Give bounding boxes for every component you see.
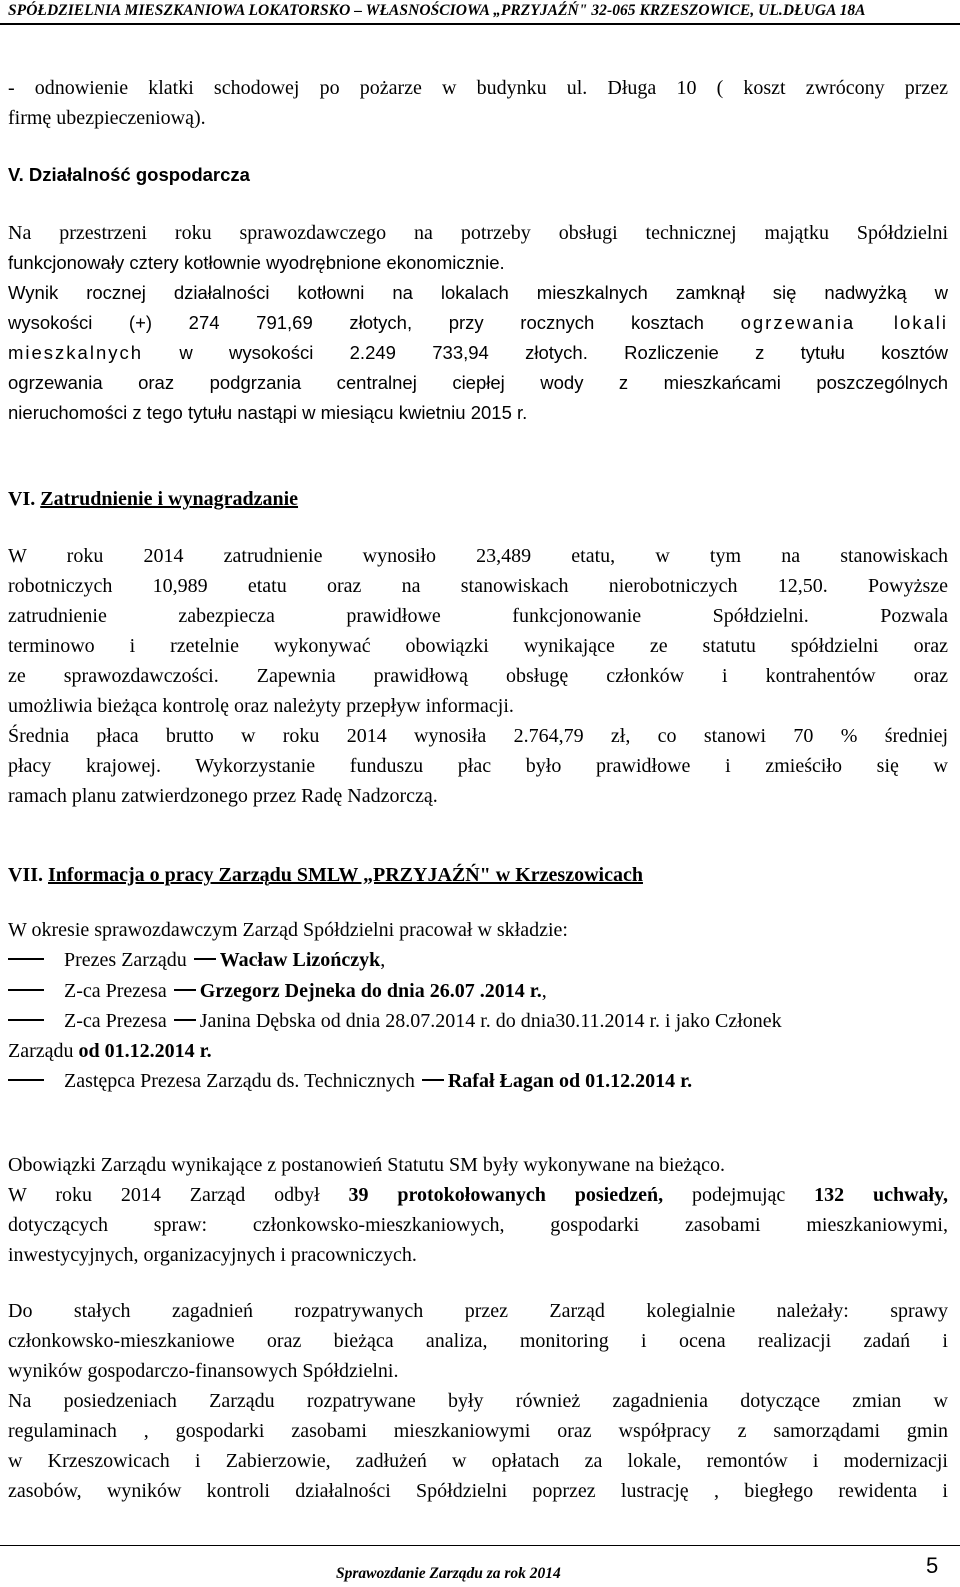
page-number: 5 bbox=[926, 1553, 939, 1578]
board-member-item: Z-ca Prezesa Janina Dębska od dnia 28.07.2014 r. do dnia30.11.2014 r. i jako Członek bbox=[8, 1006, 782, 1036]
text-line: wyników gospodarczo-finansowych Spółdzielni. bbox=[8, 1360, 399, 1382]
board-member-item: Prezes Zarządu Wacław Lizończyk, bbox=[8, 945, 385, 975]
text-line: inwestycyjnych, organizacyjnych i pracowniczych. bbox=[8, 1244, 417, 1266]
section-vii-intro: W okresie sprawozdawczym Zarząd Spółdzielni pracował w składzie: bbox=[8, 919, 568, 941]
header-text: SPÓŁDZIELNIA MIESZKANIOWA LOKATORSKO – WŁASNOŚCIOWA „PRZYJAŹŃ" 32-065 KRZESZOWICE, UL.DŁUGA 18A bbox=[8, 2, 866, 19]
text-line: nieruchomości z tego tytułu nastąpi w miesiącu kwietniu 2015 r. bbox=[8, 402, 528, 423]
text-line: - odnowienie klatki schodowej po pożarze w budynku ul. Długa 10 ( koszt zwrócony przez bbox=[8, 77, 948, 99]
section-v-paragraph-1 bbox=[8, 218, 948, 278]
dash-bullet bbox=[8, 1079, 44, 1081]
text-line: Na posiedzeniach Zarządu rozpatrywane były również zagadnienia dotyczące zmian w bbox=[8, 1390, 948, 1412]
text-line: ogrzewania oraz podgrzania centralnej ciepłej wody z mieszkańcami poszczególnych bbox=[8, 372, 948, 393]
text-line: dotyczących spraw: członkowsko-mieszkaniowych, gospodarki zasobami mieszkaniowymi, bbox=[8, 1214, 948, 1236]
text-line: firmę ubezpieczeniową). bbox=[8, 107, 206, 129]
section-vii-paragraph-1: Obowiązki Zarządu wynikające z postanowień Statutu SM były wykonywane na bieżąco. bbox=[8, 1154, 726, 1176]
section-vii-paragraph-2 bbox=[8, 1180, 948, 1270]
page-header bbox=[0, 0, 960, 25]
text-line: W roku 2014 Zarząd odbył 39 protokołowanych posiedzeń, podejmując 132 uchwały, bbox=[8, 1184, 948, 1206]
dash-bullet bbox=[422, 1079, 444, 1081]
text-line: zasobów, wyników kontroli działalności Spółdzielni poprzez lustrację , biegłego rewidenta i bbox=[8, 1480, 948, 1502]
text-line: umożliwia bieżąca kontrolę oraz należyty przepływ informacji. bbox=[8, 695, 514, 717]
section-vii-paragraph-3 bbox=[8, 1296, 948, 1386]
text-line: Na przestrzeni roku sprawozdawczego na potrzeby obsługi technicznej majątku Spółdzielni bbox=[8, 222, 948, 244]
text-line: robotniczych 10,989 etatu oraz na stanowiskach nierobotniczych 12,50. Powyższe bbox=[8, 575, 948, 597]
section-v-heading: V. Działalność gospodarcza bbox=[8, 164, 250, 185]
section-vii-paragraph-4 bbox=[8, 1386, 948, 1506]
text-line: Do stałych zagadnień rozpatrywanych przez Zarząd kolegialnie należały: sprawy bbox=[8, 1300, 948, 1322]
board-member-item-continued: Zarządu od 01.12.2014 r. bbox=[8, 1040, 212, 1062]
text-line: Wynik rocznej działalności kotłowni na lokalach mieszkalnych zamknął się nadwyżką w bbox=[8, 282, 948, 303]
section-vi-heading: VI. Zatrudnienie i wynagradzanie bbox=[8, 488, 299, 510]
dash-bullet bbox=[8, 989, 44, 991]
section-v-paragraph-2 bbox=[8, 278, 948, 428]
text-line: funkcjonowały cztery kotłownie wyodrębnione ekonomicznie. bbox=[8, 252, 505, 273]
text-line: mieszkalnych w wysokości 2.249 733,94 złotych. Rozliczenie z tytułu kosztów bbox=[8, 342, 948, 363]
text-line: w Krzeszowicach i Zabierzowie, zadłużeń w opłatach za lokale, remontów i modernizacji bbox=[8, 1450, 948, 1472]
dash-bullet bbox=[8, 1019, 44, 1021]
text-line: Średnia płaca brutto w roku 2014 wynosiła 2.764,79 zł, co stanowi 70 % średniej bbox=[8, 725, 948, 747]
page-footer bbox=[0, 1545, 960, 1587]
intro-paragraph bbox=[8, 73, 948, 133]
text-line: wysokości (+) 274 791,69 złotych, przy rocznych kosztach ogrzewania lokali bbox=[8, 312, 948, 333]
text-line: terminowo i rzetelnie wykonywać obowiązki wynikające ze statutu spółdzielni oraz bbox=[8, 635, 948, 657]
dash-bullet bbox=[8, 958, 44, 960]
text-line: ramach planu zatwierdzonego przez Radę Nadzorczą. bbox=[8, 785, 438, 807]
board-member-item: Zastępca Prezesa Zarządu ds. Technicznych Rafał Łagan od 01.12.2014 r. bbox=[8, 1066, 692, 1096]
dash-bullet bbox=[174, 1019, 196, 1021]
dash-bullet bbox=[174, 989, 196, 991]
text-line: regulaminach , gospodarki zasobami mieszkaniowymi oraz współpracy z samorządami gmin bbox=[8, 1420, 948, 1442]
board-member-item: Z-ca Prezesa Grzegorz Dejneka do dnia 26.07 .2014 r., bbox=[8, 976, 547, 1006]
text-line: członkowsko-mieszkaniowe oraz bieżąca analiza, monitoring i ocena realizacji zadań i bbox=[8, 1330, 948, 1352]
text-line: ze sprawozdawczości. Zapewnia prawidłową obsługę członków i kontrahentów oraz bbox=[8, 665, 948, 687]
text-line: zatrudnienie zabezpiecza prawidłowe funkcjonowanie Spółdzielni. Pozwala bbox=[8, 605, 948, 627]
footer-rule bbox=[0, 1545, 960, 1546]
dash-bullet bbox=[194, 958, 216, 960]
text-line: płacy krajowej. Wykorzystanie funduszu płac było prawidłowe i zmieściło się w bbox=[8, 755, 948, 777]
section-vii-heading: VII. Informacja o pracy Zarządu SMLW „PRZYJAŹŃ" w Krzeszowicach bbox=[8, 864, 643, 886]
header-rule bbox=[0, 23, 960, 25]
text-line: W roku 2014 zatrudnienie wynosiło 23,489 etatu, w tym na stanowiskach bbox=[8, 545, 948, 567]
section-vi-paragraph bbox=[8, 541, 948, 811]
footer-text: Sprawozdanie Zarządu za rok 2014 bbox=[336, 1565, 561, 1582]
